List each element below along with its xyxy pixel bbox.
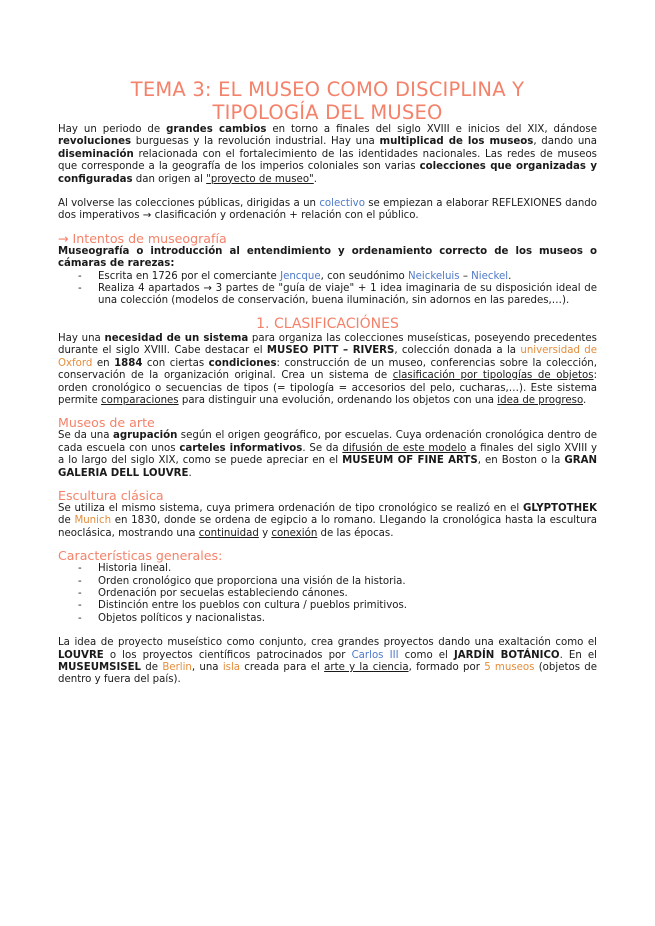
- museografia-list: [58, 271, 597, 308]
- museografia-bold-line: Museografía o introducción al entendimiento y ordenamiento correcto de los museos o cámaras de rarezas:: [58, 245, 597, 270]
- list-item: - Objetos políticos y nacionalistas.: [78, 613, 597, 625]
- museos-arte-paragraph: Se da una agrupación según el origen geográfico, por escuelas. Cuya ordenación cronológica dentro de cada escuela con unos carteles informativos. Se da difusión de este modelo a finales del siglo XVIII y a lo largo del siglo XIX, como se puede apreciar en el MUSEUM OF FINE ARTS, en Boston o la GRAN GALERIA DELL LOUVRE.: [58, 430, 597, 479]
- list-item: - Ordenación por secuelas estableciendo cánones.: [78, 588, 597, 600]
- heading-caracteristicas-generales: Características generales:: [58, 548, 223, 564]
- title-line-1: TEMA 3: EL MUSEO COMO DISCIPLINA Y: [130, 78, 525, 101]
- public-collections-paragraph: Al volverse las colecciones públicas, dirigidas a un colectivo se empiezan a elaborar REFLEXIONES dando dos imperativos → clasificación y ordenación + relación con el público.: [58, 198, 597, 222]
- caracteristicas-list: [58, 563, 597, 625]
- page-title: [58, 78, 597, 124]
- escultura-paragraph: Se utiliza el mismo sistema, cuya primera ordenación de tipo cronológico se realizó en el GLYPTOTHEK de Munich en 1830, donde se ordena de egipcio a lo romano. Llegando la cronológica hasta la escultura neoclásica, mostrando una continuidad y conexión de las épocas.: [58, 502, 597, 539]
- heading-museos-de-arte: Museos de arte: [58, 415, 155, 431]
- list-item: - Realiza 4 apartados → 3 partes de "guía de viaje" + 1 idea imaginaria de su disposición ideal de una colección (modelos de conservación, buena iluminación, sin adornos en las paredes,…).: [78, 283, 597, 308]
- document-page: [0, 78, 655, 926]
- list-item: - Historia lineal.: [78, 563, 597, 575]
- heading-clasificaciones: 1. CLASIFICACIÓNES: [256, 315, 399, 332]
- heading-escultura-clasica: Escultura clásica: [58, 487, 164, 503]
- list-item: - Orden cronológico que proporciona una visión de la historia.: [78, 576, 597, 588]
- list-item: - Distinción entre los pueblos con cultura / pueblos primitivos.: [78, 600, 597, 612]
- proyecto-museistico-paragraph: La idea de proyecto museístico como conjunto, crea grandes proyectos dando una exaltación como el LOUVRE o los proyectos científicos patrocinados por Carlos III como el JARDÍN BOTÁNICO. En el MUSEUMSISEL de Berlin, una isla creada para el arte y la ciencia, formado por 5 museos (objetos de dentro y fuera del país).: [58, 637, 598, 686]
- intro-paragraph: Hay un periodo de grandes cambios en torno a finales del siglo XVIII e inicios del XIX, dándose revoluciones burguesas y la revolución industrial. Hay una multiplicad de los museos, dando una diseminación relacionada con el fortalecimiento de las identidades nacionales. Las redes de museos que corresponde a la geografía de los imperios coloniales son varias colecciones que organizadas y configuradas dan origen al "proyecto de museo".: [58, 124, 597, 185]
- heading-intentos-museografia: → Intentos de museografía: [58, 230, 227, 246]
- list-item: - Escrita en 1726 por el comerciante Jencque, con seudónimo Neickeluis – Nieckel.: [78, 271, 597, 283]
- clasificaciones-paragraph: Hay una necesidad de un sistema para organiza las colecciones museísticas, poseyendo precedentes durante el siglo XVIII. Cabe destacar el MUSEO PITT – RIVERS, colección donada a la universidad de Oxford en 1884 con ciertas condiciones: construcción de un museo, conferencias sobre la colección, conservación de la organización original. Crea un sistema de clasificación por tipologías de objetos: orden cronológico o secuencias de tipos (= tipología = accesorios del pelo, cucharas,…). Este sistema permite comparaciones para distinguir una evolución, ordenando los objetos con una idea de progreso.: [58, 332, 597, 406]
- title-line-2: TIPOLOGÍA DEL MUSEO: [212, 101, 443, 124]
